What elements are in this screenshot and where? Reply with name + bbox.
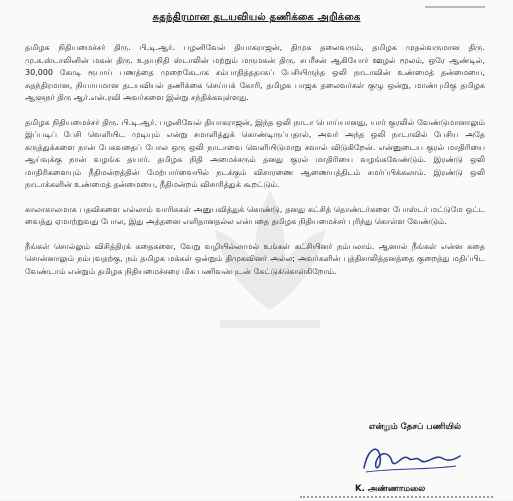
bottom-dotted-rule <box>300 496 493 501</box>
document-title: சுதந்திரமான தடயவியல் தணிக்கை அறிக்கை <box>152 12 361 23</box>
signatory-name: K. அண்ணாமலை <box>355 484 426 494</box>
top-edge-mark <box>425 0 485 8</box>
letter-body <box>25 42 485 290</box>
paragraph-4: நீங்கள் சொல்லும் விசித்திரக் கதைகளை, வேறு வழியில்லாமல் உங்கள் கட்சியினர் நம்பலாம். ஆனால் நீங்கள் என்ன கதை சொன்னாலும் நம்புவதற்கு, நம் தமிழக மக்கள் ஒன்றும் திமுகவினர் அல்ல; அவர்களின் புத்திசாலித்தனத்தை குறைத்து மதிப்பிட வேண்டாம் என்றும் தமிழக நிதியமைச்சரை மிக பணிவன்புடன் கேட்டுக்கொள்கிறோம். <box>25 241 485 276</box>
handwritten-signature <box>356 438 466 478</box>
paragraph-2: தமிழக நிதியமைச்சர் திரு. பி.டி.ஆர். பழனிவேல் தியாகராஜன், இந்த ஒலி நாடா பொய்யானது, யார் குரலில் வேண்டுமானாலும் இப்படிப் பேசி வெளியிட முடியும் என்று சமாளித்துக் கொண்டிருப்பதால், அவர் அந்த ஒலி நாடாவில் பேசிய அதே கருத்துக்களை நான் பேசுவதைப் போல ஒரு ஒலி நாடாவை வெளியிடுமாறு சவால் விடுகிறேன். என்னுடைய குரல் மாதிரியை ஆய்வுக்கு நான் வழங்க தயார். தமிழக நிதி அமைச்சரும் தனது குரல் மாதிரியை வழங்கவேண்டும். இரண்டு ஒலி மாதிரிகளையும் நீதிமன்றத்தின் மேற்பார்வையில் நடக்கும் விசாரணை ஆணையத்திடம் சமர்ப்பிக்கலாம். இரண்டு ஒலி நாடாக்களின் உண்மைத் தன்மையை, நீதிமன்றம் விசாரித்துக் கூறட்டும். <box>25 117 485 189</box>
closing-phrase: என்றும் தேசப் பணியில் <box>368 422 461 432</box>
paragraph-3: காலாகாலமாக பதவிகளை எல்லாம் வாரிசுகள் அனுபவித்துக் கொண்டு, தனது கட்சித் தொண்டர்களை போஸ்டர் மட்டுமே ஒட்ட வைத்து ஏமாற்றுவது போல, இது அத்தனை எளிதானதல்ல என்பதை தமிழக நிதியமைச்சர் புரிந்து கொள்ள வேண்டும். <box>25 204 485 226</box>
paragraph-1: தமிழக நிதியமைச்சர் திரு. பி.டி.ஆர். பழனிவேல் தியாகராஜன், திமுக தலைவரும், தமிழக முதல்வருமான திரு. மு.க.ஸ்டாலினின் மகன் திரு. உதயநிதி ஸ்டாலின் மற்றும் மருமகன் திரு. சபரீசன் ஆகியோர் ஊழல் மூலம், ஒரே ஆண்டில், 30,000 கோடி ரூபாய் பணத்தை முறைகேடாக சம்பாதித்ததாகப் பேசியிருந்த ஒலி நாடாவின் உண்மைத் தன்மையை, சுதந்திரமான, நியாயமான தடயவியல் தணிக்கை செய்யக் கோரி, தமிழக பாஜக தலைவர்கள் குழு ஒன்று, மாண்புமிகு தமிழக ஆளுநர் திரு ஆர்.என்.ரவி அவர்களை இன்று சந்திக்கவுள்ளது. <box>25 43 485 102</box>
